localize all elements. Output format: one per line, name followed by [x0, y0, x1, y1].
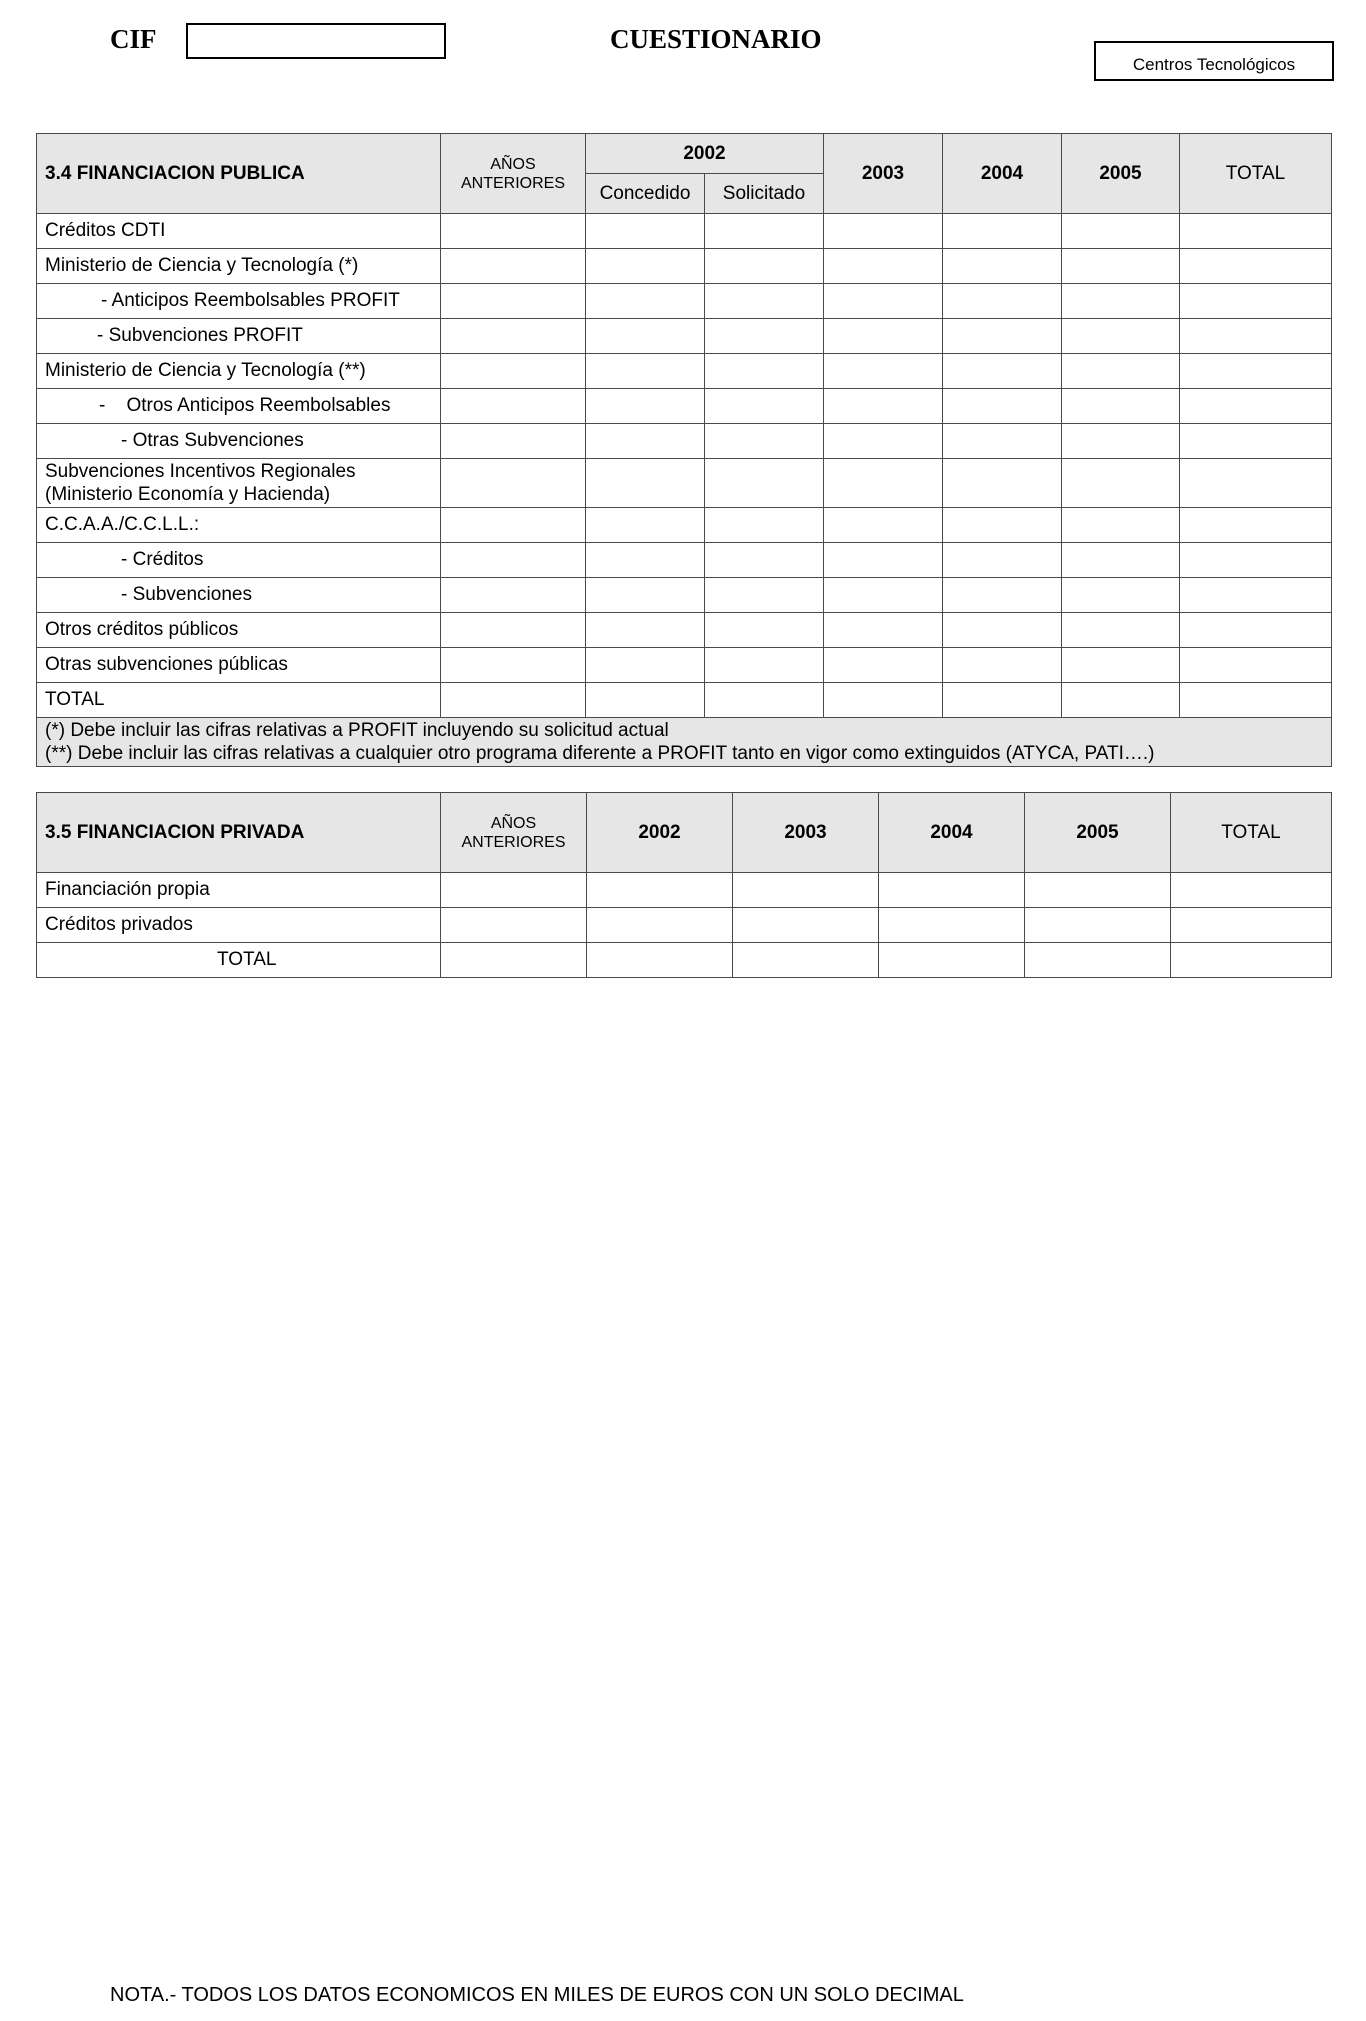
input-cell[interactable] — [824, 648, 943, 683]
input-cell[interactable] — [441, 214, 586, 249]
input-cell[interactable] — [441, 908, 587, 943]
input-cell[interactable] — [705, 613, 824, 648]
input-cell[interactable] — [441, 613, 586, 648]
footnote-1: (*) Debe incluir las cifras relativas a PROFIT incluyendo su solicitud actual — [45, 720, 669, 741]
input-cell[interactable] — [586, 613, 705, 648]
input-cell[interactable] — [879, 908, 1025, 943]
input-cell[interactable] — [1025, 873, 1171, 908]
input-cell[interactable] — [587, 908, 733, 943]
row-label: Ministerio de Ciencia y Tecnología (*) — [37, 249, 441, 284]
input-cell[interactable] — [1025, 908, 1171, 943]
input-cell[interactable] — [1062, 683, 1180, 718]
input-cell[interactable] — [441, 508, 586, 543]
input-cell[interactable] — [943, 354, 1062, 389]
input-cell[interactable] — [586, 319, 705, 354]
input-cell[interactable] — [1062, 214, 1180, 249]
input-cell[interactable] — [705, 578, 824, 613]
footnotes — [37, 718, 1332, 767]
input-cell[interactable] — [943, 578, 1062, 613]
input-cell[interactable] — [441, 284, 586, 319]
input-cell[interactable] — [705, 683, 824, 718]
table-row — [37, 284, 1332, 319]
input-cell[interactable] — [441, 249, 586, 284]
input-cell[interactable] — [586, 249, 705, 284]
input-cell[interactable] — [586, 284, 705, 319]
input-cell[interactable] — [824, 683, 943, 718]
input-cell[interactable] — [943, 319, 1062, 354]
public-financing-table — [36, 133, 1332, 767]
col-header-prev-years: AÑOS ANTERIORES — [441, 793, 587, 873]
input-cell[interactable] — [733, 908, 879, 943]
input-cell[interactable] — [705, 389, 824, 424]
col-header-prev-years: AÑOS ANTERIORES — [441, 134, 586, 214]
input-cell[interactable] — [943, 543, 1062, 578]
input-cell[interactable] — [1062, 389, 1180, 424]
input-cell[interactable] — [824, 508, 943, 543]
input-cell[interactable] — [705, 543, 824, 578]
input-cell[interactable] — [1062, 578, 1180, 613]
table-row — [37, 249, 1332, 284]
table-row — [37, 459, 1332, 508]
input-cell[interactable] — [586, 543, 705, 578]
table-row — [37, 319, 1332, 354]
col-header-2003: 2003 — [733, 793, 879, 873]
input-cell[interactable] — [824, 354, 943, 389]
row-label: - Subvenciones — [37, 578, 441, 613]
input-cell[interactable] — [586, 648, 705, 683]
input-cell[interactable] — [1171, 873, 1332, 908]
input-cell[interactable] — [587, 873, 733, 908]
input-cell[interactable] — [1062, 543, 1180, 578]
col-header-2002: 2002 — [586, 134, 824, 174]
input-cell[interactable] — [824, 214, 943, 249]
row-label: - Subvenciones PROFIT — [37, 319, 441, 354]
input-cell[interactable] — [705, 424, 824, 459]
input-cell[interactable] — [1180, 459, 1332, 508]
input-cell[interactable] — [441, 873, 587, 908]
col-header-total: TOTAL — [1171, 793, 1332, 873]
input-cell[interactable] — [441, 943, 587, 978]
input-cell[interactable] — [1180, 424, 1332, 459]
row-label: Créditos CDTI — [37, 214, 441, 249]
input-cell[interactable] — [1062, 249, 1180, 284]
input-cell[interactable] — [1062, 459, 1180, 508]
input-cell[interactable] — [441, 459, 586, 508]
row-label: TOTAL — [37, 683, 441, 718]
row-label: - Anticipos Reembolsables PROFIT — [37, 284, 441, 319]
input-cell[interactable] — [1062, 648, 1180, 683]
input-cell[interactable] — [705, 284, 824, 319]
table-row — [37, 613, 1332, 648]
table-row — [37, 354, 1332, 389]
input-cell[interactable] — [943, 284, 1062, 319]
input-cell[interactable] — [824, 424, 943, 459]
row-label: C.C.A.A./C.C.L.L.: — [37, 508, 441, 543]
col-header-2005: 2005 — [1025, 793, 1171, 873]
input-cell[interactable] — [733, 873, 879, 908]
input-cell[interactable] — [1062, 424, 1180, 459]
table-row — [37, 508, 1332, 543]
input-cell[interactable] — [586, 683, 705, 718]
input-cell[interactable] — [705, 508, 824, 543]
input-cell[interactable] — [586, 354, 705, 389]
input-cell[interactable] — [943, 648, 1062, 683]
input-cell[interactable] — [1171, 943, 1332, 978]
input-cell[interactable] — [1180, 648, 1332, 683]
row-label: - Otros Anticipos Reembolsables — [37, 389, 441, 424]
input-cell[interactable] — [586, 459, 705, 508]
input-cell[interactable] — [586, 214, 705, 249]
input-cell[interactable] — [943, 683, 1062, 718]
col-header-2004: 2004 — [879, 793, 1025, 873]
table-row — [37, 908, 1332, 943]
input-cell[interactable] — [705, 648, 824, 683]
table-row — [37, 873, 1332, 908]
input-cell[interactable] — [441, 648, 586, 683]
col-header-granted: Concedido — [586, 174, 705, 214]
input-cell[interactable] — [1180, 214, 1332, 249]
input-cell[interactable] — [1180, 249, 1332, 284]
row-label: Ministerio de Ciencia y Tecnología (**) — [37, 354, 441, 389]
table-row — [37, 543, 1332, 578]
input-cell[interactable] — [879, 873, 1025, 908]
table-row — [37, 424, 1332, 459]
section-title-private: 3.5 FINANCIACION PRIVADA — [37, 793, 441, 873]
input-cell[interactable] — [441, 578, 586, 613]
input-cell[interactable] — [1180, 613, 1332, 648]
input-cell[interactable] — [1180, 543, 1332, 578]
input-cell[interactable] — [1062, 613, 1180, 648]
col-header-2002: 2002 — [587, 793, 733, 873]
category-box — [1094, 41, 1334, 81]
input-cell[interactable] — [1025, 943, 1171, 978]
col-header-requested: Solicitado — [705, 174, 824, 214]
table-row — [37, 648, 1332, 683]
input-cell[interactable] — [824, 459, 943, 508]
input-cell[interactable] — [943, 459, 1062, 508]
col-header-2004: 2004 — [943, 134, 1062, 214]
row-label: Créditos privados — [37, 908, 441, 943]
input-cell[interactable] — [943, 424, 1062, 459]
input-cell[interactable] — [824, 284, 943, 319]
row-label: Otras subvenciones públicas — [37, 648, 441, 683]
row-label: - Otras Subvenciones — [37, 424, 441, 459]
input-cell[interactable] — [1180, 683, 1332, 718]
input-cell[interactable] — [441, 424, 586, 459]
input-cell[interactable] — [1180, 319, 1332, 354]
table-row — [37, 578, 1332, 613]
input-cell[interactable] — [705, 354, 824, 389]
input-cell[interactable] — [1180, 284, 1332, 319]
input-cell[interactable] — [1180, 508, 1332, 543]
input-cell[interactable] — [1180, 354, 1332, 389]
input-cell[interactable] — [943, 508, 1062, 543]
input-cell[interactable] — [1171, 908, 1332, 943]
private-financing-table — [36, 792, 1332, 978]
input-cell[interactable] — [824, 613, 943, 648]
row-label: Otros créditos públicos — [37, 613, 441, 648]
input-cell[interactable] — [733, 943, 879, 978]
row-label: Subvenciones Incentivos Regionales (Ministerio Economía y Hacienda) — [37, 459, 441, 508]
footer-note: NOTA.- TODOS LOS DATOS ECONOMICOS EN MILES DE EUROS CON UN SOLO DECIMAL — [110, 1984, 964, 2006]
input-cell[interactable] — [824, 578, 943, 613]
cif-input[interactable] — [186, 23, 446, 59]
input-cell[interactable] — [943, 249, 1062, 284]
table-row — [37, 683, 1332, 718]
input-cell[interactable] — [1062, 354, 1180, 389]
input-cell[interactable] — [586, 424, 705, 459]
input-cell[interactable] — [1062, 284, 1180, 319]
input-cell[interactable] — [441, 319, 586, 354]
input-cell[interactable] — [1180, 578, 1332, 613]
input-cell[interactable] — [824, 389, 943, 424]
input-cell[interactable] — [586, 578, 705, 613]
input-cell[interactable] — [824, 319, 943, 354]
input-cell[interactable] — [441, 389, 586, 424]
category-label: Centros Tecnológicos — [1132, 55, 1296, 74]
input-cell[interactable] — [586, 389, 705, 424]
input-cell[interactable] — [441, 683, 586, 718]
table-row — [37, 214, 1332, 249]
input-cell[interactable] — [441, 354, 586, 389]
input-cell[interactable] — [705, 459, 824, 508]
page-title: CUESTIONARIO — [610, 24, 822, 54]
section-title-public: 3.4 FINANCIACION PUBLICA — [37, 134, 441, 214]
input-cell[interactable] — [943, 389, 1062, 424]
input-cell[interactable] — [1180, 389, 1332, 424]
cif-label: CIF — [110, 24, 157, 54]
input-cell[interactable] — [943, 613, 1062, 648]
table-row — [37, 943, 1332, 978]
footnote-2: (**) Debe incluir las cifras relativas a cualquier otro programa diferente a PROFIT tanto en vigor como extinguidos (ATYCA, PATI….) — [45, 743, 1155, 764]
input-cell[interactable] — [705, 319, 824, 354]
input-cell[interactable] — [1062, 508, 1180, 543]
table-row — [37, 389, 1332, 424]
input-cell[interactable] — [824, 543, 943, 578]
input-cell[interactable] — [943, 214, 1062, 249]
row-label: - Créditos — [37, 543, 441, 578]
row-label: Financiación propia — [37, 873, 441, 908]
input-cell[interactable] — [824, 249, 943, 284]
input-cell[interactable] — [441, 543, 586, 578]
input-cell[interactable] — [586, 508, 705, 543]
input-cell[interactable] — [587, 943, 733, 978]
input-cell[interactable] — [705, 249, 824, 284]
col-header-2003: 2003 — [824, 134, 943, 214]
input-cell[interactable] — [705, 214, 824, 249]
col-header-2005: 2005 — [1062, 134, 1180, 214]
input-cell[interactable] — [879, 943, 1025, 978]
row-label: TOTAL — [37, 943, 441, 978]
input-cell[interactable] — [1062, 319, 1180, 354]
col-header-total: TOTAL — [1180, 134, 1332, 214]
